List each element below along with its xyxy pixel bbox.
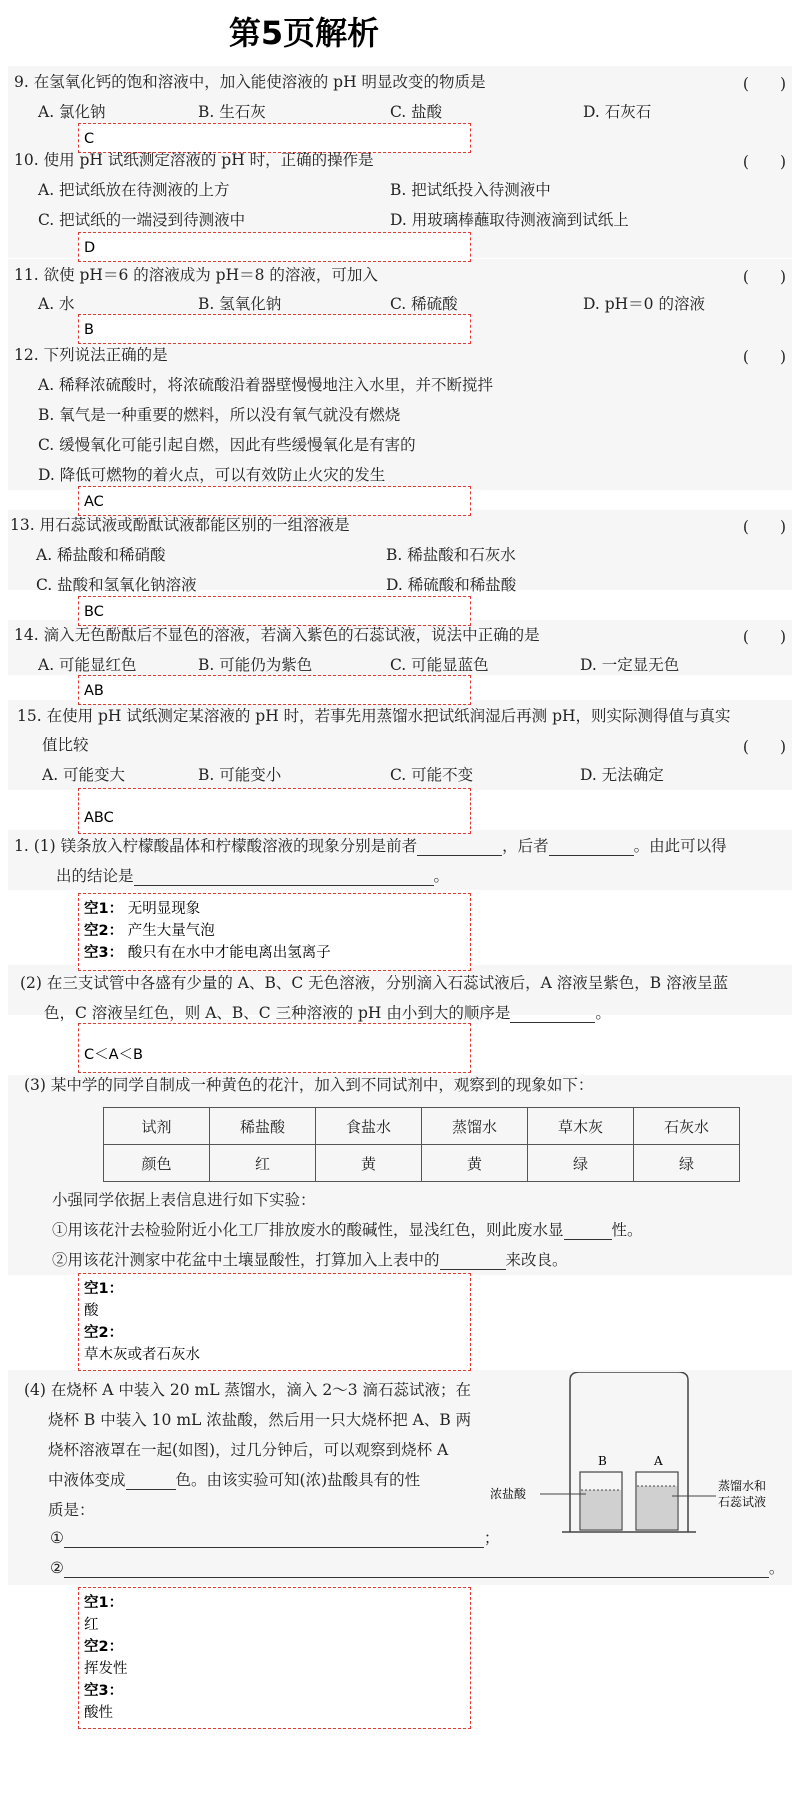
- p1-line1: [14, 836, 727, 856]
- q15-paren: ( ): [742, 738, 786, 756]
- q9-answer-box: [78, 123, 471, 153]
- reagent-color-table: [103, 1107, 740, 1182]
- q13-option-b: B. 稀盐酸和石灰水: [386, 546, 516, 564]
- p1-line2: 出的结论是 。: [56, 867, 450, 885]
- p4-answer-2-label: [84, 1636, 465, 1658]
- water-litmus-label-1: 蒸馏水和: [718, 1479, 767, 1493]
- p3-lead: 小强同学依据上表信息进行如下实验：: [52, 1191, 316, 1209]
- q11-option-d: D. pH＝0 的溶液: [583, 295, 705, 313]
- p4-answer-3-label: [84, 1680, 465, 1702]
- beaker-a-liquid: [637, 1486, 677, 1529]
- q13-stem: 13. 用石蕊试液或酚酞试液都能区别的一组溶液是: [10, 516, 350, 534]
- q10-option-b: B. 把试纸投入待测液中: [390, 181, 551, 199]
- q15-option-c: C. 可能不变: [390, 766, 474, 784]
- table-cell: 颜色: [104, 1145, 210, 1182]
- p2-line2-text: 色，C 溶液呈红色，则 A、B、C 三种溶液的 pH 由小到大的顺序是: [44, 1004, 511, 1022]
- q14-paren: ( ): [742, 628, 786, 646]
- beaker-b-label: B: [598, 1454, 607, 1468]
- p2-answer: C＜A＜B: [84, 1047, 143, 1063]
- p4-marker-1-end: ；: [483, 1529, 500, 1547]
- q15-stem-line2: 值比较: [42, 736, 89, 754]
- p4-marker-1: ①: [50, 1529, 64, 1547]
- p1-answer-2-value: 产生大量气泡: [127, 923, 215, 939]
- q15-option-b: B. 可能变小: [198, 766, 282, 784]
- p1-answer-box: [78, 893, 471, 971]
- p2-line1: (2) 在三支试管中各盛有少量的 A、B、C 无色溶液，分别滴入石蕊试液后，A 溶液呈紫色，B 溶液呈蓝: [20, 974, 729, 992]
- p3-intro: (3) 某中学的同学自制成一种黄色的花汁，加入到不同试剂中，观察到的现象如下：: [24, 1076, 594, 1094]
- q14-option-b: B. 可能仍为紫色: [198, 656, 313, 674]
- q10-stem: 10. 使用 pH 试纸测定溶液的 pH 时，正确的操作是: [14, 151, 374, 169]
- p4-line3: 烧杯溶液罩在一起(如图)，过几分钟后，可以观察到烧杯 A: [48, 1441, 449, 1459]
- q13-answer-box: [78, 596, 471, 626]
- p4-line4: [48, 1470, 420, 1490]
- p2-blank: [510, 1022, 595, 1023]
- table-cell: 食盐水: [316, 1108, 422, 1145]
- p3-label-2: 空2：: [84, 1325, 124, 1341]
- q13-option-c: C. 盐酸和氢氧化钠溶液: [36, 576, 197, 594]
- p4-answer-1-value: 红: [84, 1617, 99, 1633]
- q11-answer-box: [78, 314, 471, 344]
- table-row: [104, 1145, 740, 1182]
- table-cell: 绿: [634, 1145, 740, 1182]
- p4-label-2: 空2：: [84, 1639, 124, 1655]
- p3-step1-end: 性。: [611, 1221, 643, 1239]
- table-cell: 黄: [422, 1145, 528, 1182]
- p1-line1-a: 1. (1) 镁条放入柠檬酸晶体和柠檬酸溶液的现象分别是前者: [14, 837, 418, 855]
- p4-answer-1-label: [84, 1592, 465, 1614]
- p4-blank-3: [64, 1577, 769, 1578]
- q12-option-a: A. 稀释浓硫酸时，将浓硫酸沿着器壁慢慢地注入水里，并不断搅拌: [38, 376, 494, 394]
- p1-answer-1: [84, 898, 465, 920]
- q12-option-b: B. 氧气是一种重要的燃料，所以没有氧气就没有燃烧: [38, 406, 401, 424]
- table-row: [104, 1108, 740, 1145]
- q14-stem: 14. 滴入无色酚酞后不显色的溶液，若滴入紫色的石蕊试液，说法中正确的是: [14, 626, 540, 644]
- p4-marker-2-end: 。: [768, 1559, 785, 1577]
- q11-option-b: B. 氢氧化钠: [198, 295, 282, 313]
- table-cell: 草木灰: [528, 1108, 634, 1145]
- p4-blank-2: [64, 1547, 484, 1548]
- water-litmus-label-2: 石蕊试液: [718, 1495, 767, 1509]
- conc-hcl-label: 浓盐酸: [490, 1487, 527, 1501]
- table-cell: 稀盐酸: [210, 1108, 316, 1145]
- page-title: 第5页解析: [228, 14, 380, 52]
- q15-answer: ABC: [84, 810, 114, 826]
- q14-option-d: D. 一定显无色: [580, 656, 680, 674]
- q13-answer: BC: [84, 604, 104, 620]
- q9-option-a: A. 氯化钠: [38, 103, 106, 121]
- q11-stem: 11. 欲使 pH＝6 的溶液成为 pH＝8 的溶液，可加入: [14, 266, 378, 284]
- q10-paren: ( ): [742, 153, 786, 171]
- p3-answer-2-value: 草木灰或者石灰水: [84, 1347, 200, 1363]
- q11-option-c: C. 稀硫酸: [390, 295, 458, 313]
- p1-blank-2: [549, 855, 634, 856]
- p1-answer-2: [84, 920, 465, 942]
- q10-option-c: C. 把试纸的一端浸到待测液中: [38, 211, 246, 229]
- q9-option-b: B. 生石灰: [198, 103, 266, 121]
- q12-answer: AC: [84, 494, 104, 510]
- p3-answer-1-label: [84, 1278, 465, 1300]
- p1-line1-b: ，后者: [502, 837, 549, 855]
- q9-option-d: D. 石灰石: [583, 103, 652, 121]
- p3-answer-box: [78, 1273, 471, 1371]
- p3-label-1: 空1：: [84, 1281, 124, 1297]
- q12-stem: 12. 下列说法正确的是: [14, 346, 168, 364]
- p4-line5: 质是：: [48, 1501, 95, 1519]
- beaker-b-liquid: [581, 1490, 621, 1529]
- q12-option-d: D. 降低可燃物的着火点，可以有效防止火灾的发生: [38, 466, 386, 484]
- q11-paren: ( ): [742, 268, 786, 286]
- q9-stem: 9. 在氢氧化钙的饱和溶液中，加入能使溶液的 pH 明显改变的物质是: [14, 73, 486, 91]
- q10-option-a: A. 把试纸放在待测液的上方: [38, 181, 230, 199]
- q14-option-c: C. 可能显蓝色: [390, 656, 489, 674]
- q15-option-a: A. 可能变大: [42, 766, 126, 784]
- q11-answer: B: [84, 322, 94, 338]
- p1-answer-3: [84, 942, 465, 964]
- q13-option-a: A. 稀盐酸和稀硝酸: [36, 546, 166, 564]
- p2-answer-box: [78, 1023, 471, 1073]
- p3-step1: [52, 1220, 643, 1240]
- p3-step2-end: 来改良。: [505, 1251, 568, 1269]
- p4-marker-2: ②: [50, 1559, 64, 1577]
- table-cell: 试剂: [104, 1108, 210, 1145]
- q9-option-c: C. 盐酸: [390, 103, 443, 121]
- p4-label-3: 空3：: [84, 1683, 124, 1699]
- q9-paren: ( ): [742, 75, 786, 93]
- p1-answer-1-value: 无明显现象: [127, 901, 201, 917]
- p1-answer-3-label: 空3：: [84, 945, 124, 961]
- q15-option-d: D. 无法确定: [580, 766, 664, 784]
- p3-answer-1-value: 酸: [84, 1303, 99, 1319]
- p4-answer-box: [78, 1587, 471, 1729]
- q13-option-d: D. 稀硫酸和稀盐酸: [386, 576, 517, 594]
- q12-option-c: C. 缓慢氧化可能引起自燃，因此有些缓慢氧化是有害的: [38, 436, 416, 454]
- q15-answer-box: [78, 788, 471, 834]
- q12-answer-box: [78, 486, 471, 516]
- p3-step2: [52, 1250, 568, 1270]
- p4-line2: 烧杯 B 中装入 10 mL 浓盐酸，然后用一只大烧杯把 A、B 两: [48, 1411, 472, 1429]
- p4-line1: (4) 在烧杯 A 中装入 20 mL 蒸馏水，滴入 2～3 滴石蕊试液；在: [24, 1381, 472, 1399]
- q10-answer-box: [78, 232, 471, 262]
- table-cell: 绿: [528, 1145, 634, 1182]
- p4-blank-line-1: [50, 1528, 499, 1548]
- table-cell: 蒸馏水: [422, 1108, 528, 1145]
- table-cell: 黄: [316, 1145, 422, 1182]
- p4-label-1: 空1：: [84, 1595, 124, 1611]
- beaker-a-label: A: [654, 1454, 663, 1468]
- p4-line4-a: 中液体变成: [48, 1471, 126, 1489]
- beaker-figure: [490, 1372, 790, 1572]
- p1-line2-text: 出的结论是: [56, 867, 134, 885]
- p1-answer-3-value: 酸只有在水中才能电离出氢离子: [127, 945, 331, 961]
- q14-answer: AB: [84, 683, 104, 699]
- p1-answer-1-label: 空1：: [84, 901, 124, 917]
- p1-blank-1: [417, 855, 502, 856]
- q9-answer: C: [84, 131, 95, 147]
- p3-step1-text: ①用该花汁去检验附近小化工厂排放废水的酸碱性，显浅红色，则此废水显: [52, 1221, 564, 1239]
- q10-option-d: D. 用玻璃棒蘸取待测液滴到试纸上: [390, 211, 629, 229]
- p4-answer-3-value: 酸性: [84, 1705, 113, 1721]
- q14-option-a: A. 可能显红色: [38, 656, 137, 674]
- p4-answer-2-value: 挥发性: [84, 1661, 128, 1677]
- p1-answer-2-label: 空2：: [84, 923, 124, 939]
- q11-option-a: A. 水: [38, 295, 75, 313]
- q13-paren: ( ): [742, 518, 786, 536]
- p3-blank-1: [564, 1239, 612, 1240]
- p2-line2: 色，C 溶液呈红色，则 A、B、C 三种溶液的 pH 由小到大的顺序是 。: [44, 1004, 611, 1022]
- p3-blank-2: [440, 1269, 506, 1270]
- q14-answer-box: [78, 675, 471, 705]
- p1-blank-3: [134, 885, 434, 886]
- p3-step2-text: ②用该花汁测家中花盆中土壤显酸性，打算加入上表中的: [52, 1251, 440, 1269]
- q10-answer: D: [84, 240, 96, 256]
- p4-line4-b: 色。由该实验可知(浓)盐酸具有的性: [175, 1471, 421, 1489]
- p1-line1-c: 。由此可以得: [633, 837, 727, 855]
- q12-paren: ( ): [742, 348, 786, 366]
- p3-answer-2-label: [84, 1322, 465, 1344]
- q15-stem-line1: 15. 在使用 pH 试纸测定某溶液的 pH 时，若事先用蒸馏水把试纸润湿后再测 pH，则实际测得值与真实: [17, 707, 731, 725]
- p4-blank-1: [126, 1489, 176, 1490]
- table-cell: 红: [210, 1145, 316, 1182]
- table-cell: 石灰水: [634, 1108, 740, 1145]
